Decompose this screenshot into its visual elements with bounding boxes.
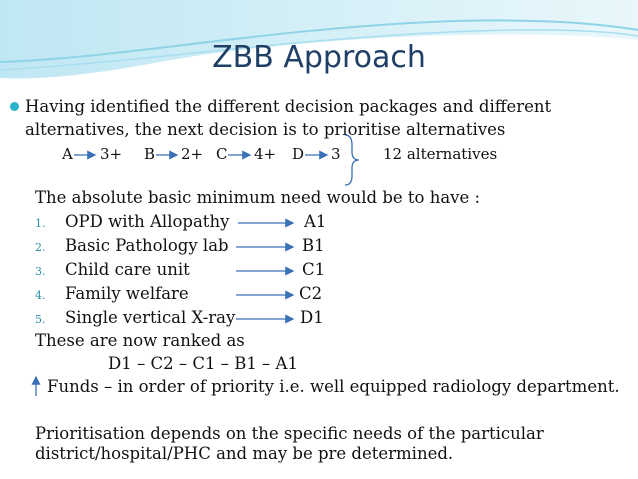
item-text-4: Family welfare bbox=[65, 284, 189, 303]
ranked-intro: These are now ranked as bbox=[35, 331, 245, 350]
alt-count-a: 3+ bbox=[100, 145, 123, 163]
page-title: ZBB Approach bbox=[212, 40, 426, 75]
bullet-line-1: Having identified the different decision packages and different bbox=[25, 97, 552, 116]
item-number-4: 4. bbox=[35, 289, 46, 302]
bullet-line-2: alternatives, the next decision is to prioritise alternatives bbox=[25, 120, 506, 139]
alt-count-c: 4+ bbox=[254, 145, 277, 163]
alt-label-a: A bbox=[62, 145, 73, 163]
alt-count-d: 3 bbox=[331, 145, 341, 163]
alt-label-c: C bbox=[216, 145, 228, 163]
alt-total: 12 alternatives bbox=[383, 145, 498, 163]
item-text-5: Single vertical X-ray bbox=[65, 308, 236, 327]
item-code-1: A1 bbox=[304, 212, 327, 231]
item-text-2: Basic Pathology lab bbox=[65, 236, 229, 255]
alt-label-d: D bbox=[292, 145, 305, 163]
ranking-sequence: D1 – C2 – C1 – B1 – A1 bbox=[108, 354, 298, 373]
brace-icon bbox=[345, 135, 359, 185]
item-text-1: OPD with Allopathy bbox=[65, 212, 230, 231]
item-code-3: C1 bbox=[302, 260, 326, 279]
item-number-3: 3. bbox=[35, 265, 46, 278]
item-code-2: B1 bbox=[302, 236, 325, 255]
alt-label-b: B bbox=[144, 145, 156, 163]
item-number-1: 1. bbox=[35, 217, 46, 230]
closing-line-1: Prioritisation depends on the specific needs of the particular bbox=[35, 424, 544, 443]
item-text-3: Child care unit bbox=[65, 260, 190, 279]
item-number-5: 5. bbox=[35, 313, 46, 326]
closing-line-2: district/hospital/PHC and may be pre determined. bbox=[35, 444, 454, 463]
alt-count-b: 2+ bbox=[181, 145, 204, 163]
item-code-4: C2 bbox=[299, 284, 323, 303]
item-code-5: D1 bbox=[300, 308, 324, 327]
intro-text: The absolute basic minimum need would be to have : bbox=[35, 188, 481, 207]
funds-line: Funds – in order of priority i.e. well equipped radiology department. bbox=[47, 377, 620, 396]
item-number-2: 2. bbox=[35, 241, 46, 254]
bullet-icon bbox=[10, 102, 19, 111]
